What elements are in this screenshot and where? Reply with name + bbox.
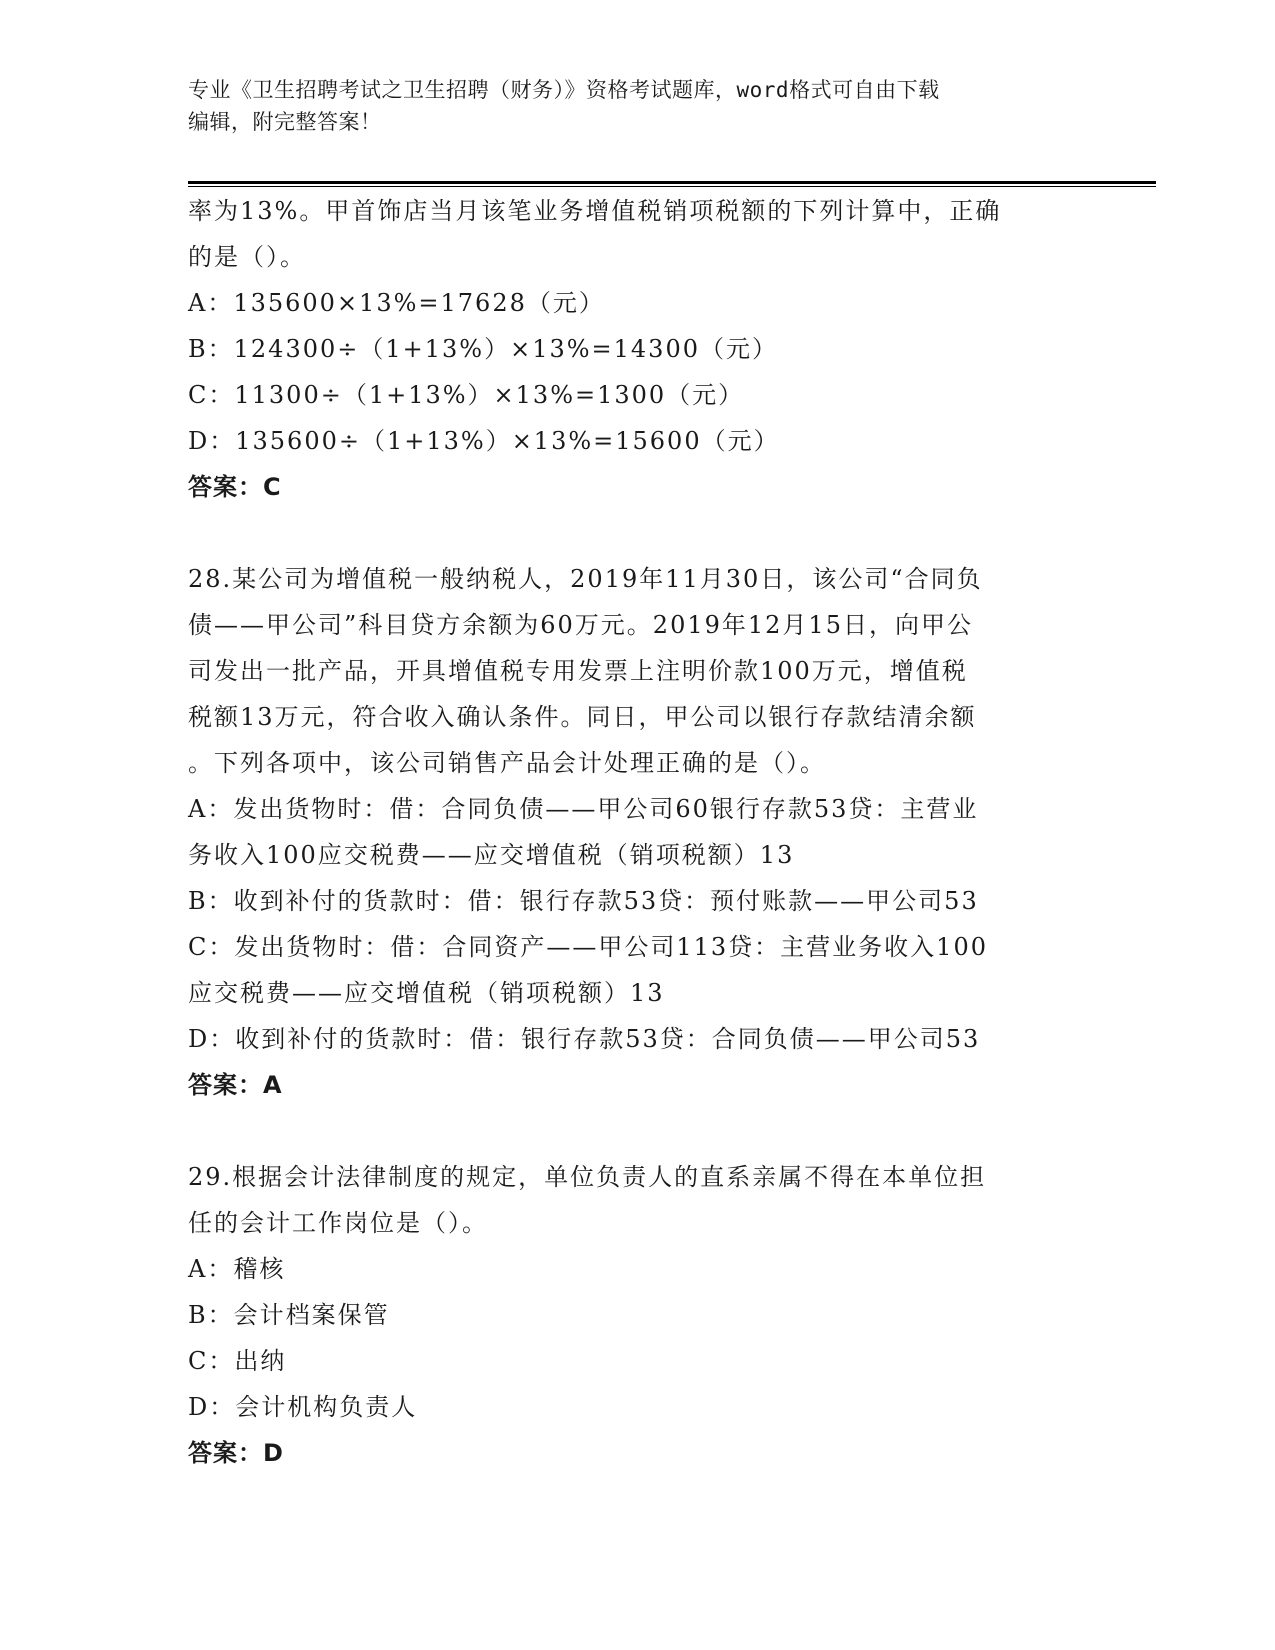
- question-stem-line: 29.根据会计法律制度的规定，单位负责人的直系亲属不得在本单位担: [188, 1163, 987, 1191]
- question-stem-line: 。下列各项中，该公司销售产品会计处理正确的是（）。: [188, 749, 826, 777]
- answer-label: 答案：D: [188, 1439, 284, 1467]
- option-a: A：135600×13%=17628（元）: [188, 289, 605, 317]
- option-b: B：收到补付的货款时：借：银行存款53贷：预付账款——甲公司53: [188, 887, 979, 915]
- spacer: [188, 1108, 1088, 1154]
- question-stem-line: 28.某公司为增值税一般纳税人，2019年11月30日，该公司“合同负: [188, 565, 983, 593]
- option-a-continued: 务收入100应交税费——应交增值税（销项税额）13: [188, 841, 795, 869]
- header-line-2: 编辑，附完整答案！: [188, 110, 382, 134]
- option-d: D：收到补付的货款时：借：银行存款53贷：合同负债——甲公司53: [188, 1025, 981, 1053]
- question-stem-line: 的是（）。: [188, 243, 306, 271]
- option-a: A：发出货物时：借：合同负债——甲公司60银行存款53贷：主营业: [188, 795, 979, 823]
- document-body: [188, 188, 1088, 1476]
- question-28: [188, 556, 1088, 1108]
- document-header: [188, 74, 1088, 138]
- spacer: [188, 510, 1088, 556]
- option-c: C：发出货物时：借：合同资产——甲公司113贷：主营业务收入100: [188, 933, 988, 961]
- option-c: C：出纳: [188, 1347, 287, 1375]
- option-c: C：11300÷（1+13%）×13%=1300（元）: [188, 381, 745, 409]
- header-rule-thick: [188, 181, 1156, 184]
- question-stem-line: 债——甲公司”科目贷方余额为60万元。2019年12月15日，向甲公: [188, 611, 973, 639]
- option-d: D：135600÷（1+13%）×13%=15600（元）: [188, 427, 780, 455]
- answer-label: 答案：C: [188, 473, 282, 501]
- header-rule-thin: [188, 186, 1156, 187]
- question-stem-line: 司发出一批产品，开具增值税专用发票上注明价款100万元，增值税: [188, 657, 968, 685]
- question-27: [188, 188, 1088, 510]
- header-line-1: 专业《卫生招聘考试之卫生招聘（财务）》资格考试题库，word格式可自由下载: [188, 78, 940, 102]
- option-c-continued: 应交税费——应交增值税（销项税额）13: [188, 979, 665, 1007]
- option-d: D：会计机构负责人: [188, 1393, 418, 1421]
- question-29: [188, 1154, 1088, 1476]
- option-b: B：会计档案保管: [188, 1301, 390, 1329]
- question-stem-line: 任的会计工作岗位是（）。: [188, 1209, 488, 1237]
- question-stem-line: 率为13%。甲首饰店当月该笔业务增值税销项税额的下列计算中，正确: [188, 197, 1002, 225]
- option-a: A：稽核: [188, 1255, 286, 1283]
- option-b: B：124300÷（1+13%）×13%=14300（元）: [188, 335, 778, 363]
- answer-label: 答案：A: [188, 1071, 283, 1099]
- question-stem-line: 税额13万元，符合收入确认条件。同日，甲公司以银行存款结清余额: [188, 703, 977, 731]
